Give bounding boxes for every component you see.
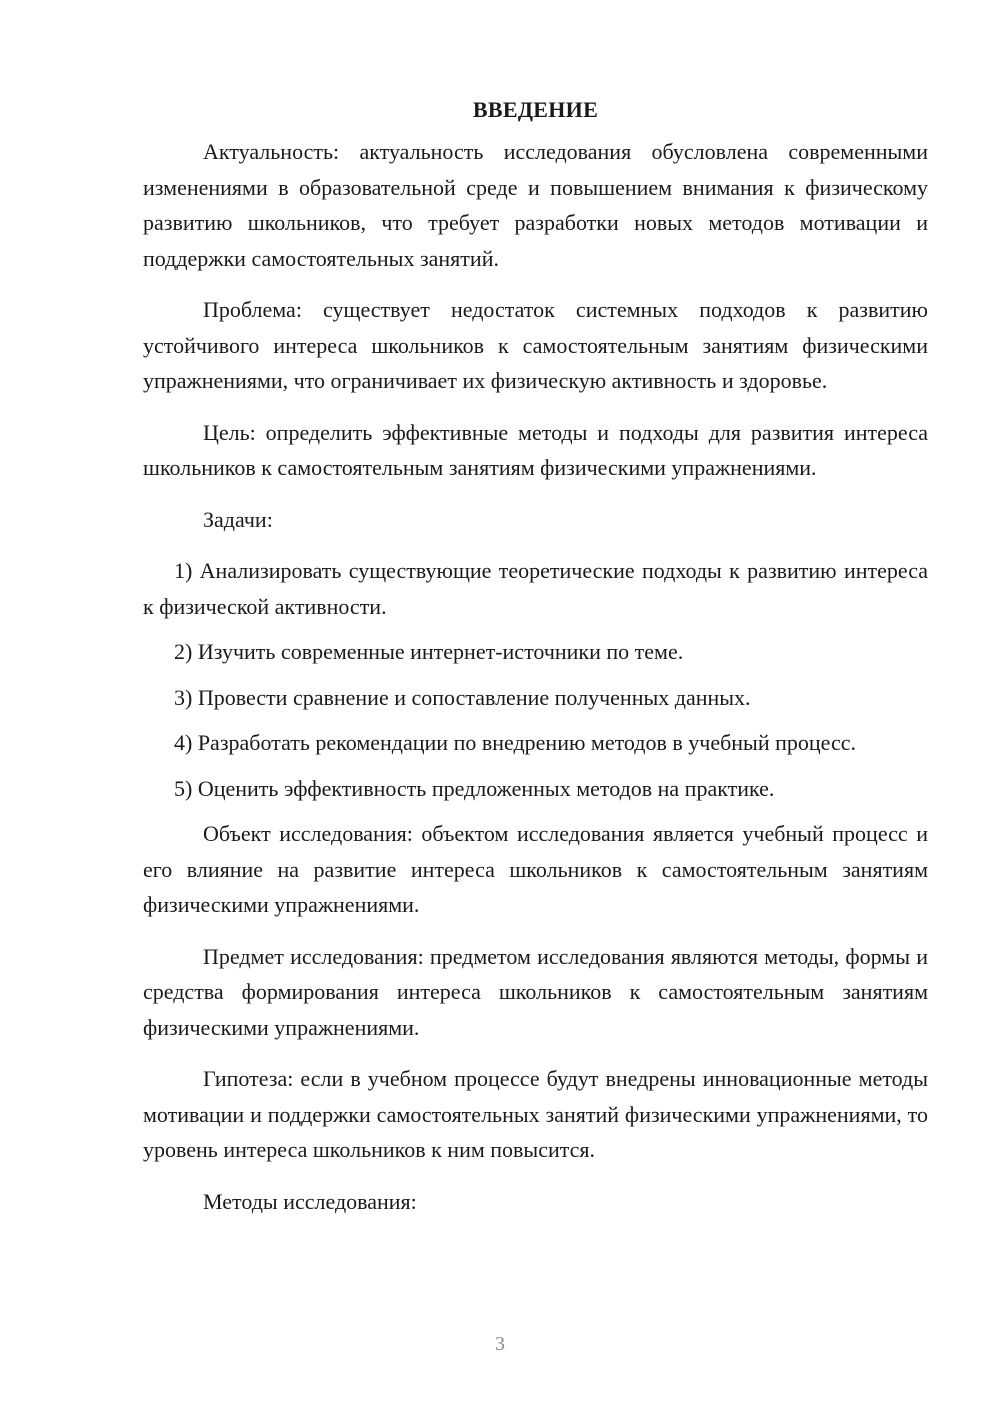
problem-paragraph: Проблема: существует недостаток системных подходов к развитию устойчивого интереса школьников к самостоятельным занятиям физическими упражнениями, что ограничивает их физическую активность и здоровье.: [143, 297, 928, 393]
object-paragraph: Объект исследования: объектом исследования является учебный процесс и его влияние на развитие интереса школьников к самостоятельным занятиям физическими упражнениями.: [143, 821, 928, 917]
relevance-paragraph: Актуальность: актуальность исследования обусловлена современными изменениями в образовательной среде и повышением внимания к физическому развитию школьников, что требует разработки новых методов мотивации и поддержки самостоятельных занятий.: [143, 139, 928, 271]
hypothesis-paragraph: Гипотеза: если в учебном процессе будут внедрены инновационные методы мотивации и поддержки самостоятельных занятий физическими упражнениями, то уровень интереса школьников к ним повысится.: [143, 1066, 928, 1162]
task-item: 3) Провести сравнение и сопоставление полученных данных.: [174, 684, 751, 710]
subject-paragraph: Предмет исследования: предметом исследования являются методы, формы и средства формирования интереса школьников к самостоятельным занятиям физическими упражнениями.: [143, 943, 928, 1040]
task-item: 2) Изучить современные интернет-источники по теме.: [174, 639, 684, 664]
methods-heading: Методы исследования:: [203, 1188, 417, 1214]
page-number: 3: [495, 1333, 505, 1355]
task-item: 5) Оценить эффективность предложенных методов на практике.: [174, 775, 775, 801]
task-item: 1) Анализировать существующие теоретические подходы к развитию интереса к физической активности.: [143, 558, 928, 619]
tasks-list: [143, 553, 928, 806]
tasks-heading: Задачи:: [203, 506, 273, 532]
task-item: 4) Разработать рекомендации по внедрению методов в учебный процесс.: [174, 730, 856, 755]
goal-paragraph: Цель: определить эффективные методы и подходы для развития интереса школьников к самостоятельным занятиям физическими упражнениями.: [143, 419, 928, 480]
section-title: ВВЕДЕНИЕ: [472, 97, 599, 122]
document-page: [143, 92, 928, 1235]
